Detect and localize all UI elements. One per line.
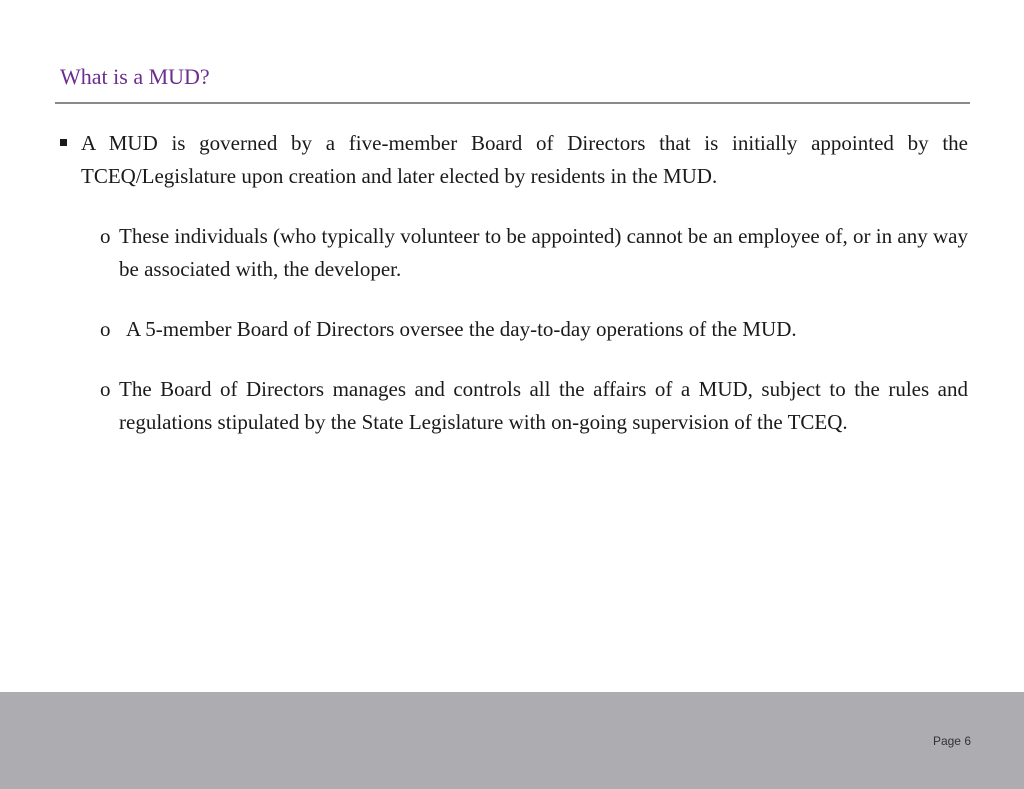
square-bullet-icon bbox=[60, 139, 67, 146]
circle-bullet-icon: o bbox=[100, 224, 111, 248]
sub-bullet-item bbox=[60, 313, 968, 346]
slide-title: What is a MUD? bbox=[60, 64, 210, 89]
sub-bullet-item bbox=[60, 220, 968, 286]
main-bullet-text: A MUD is governed by a five-member Board of Directors that is initially appointed by the TCEQ/Legislature upon creation and later elected by residents in the MUD. bbox=[81, 131, 968, 188]
title-divider bbox=[55, 102, 970, 104]
sub-bullet-text: These individuals (who typically volunteer to be appointed) cannot be an employee of, or in any way be associated with, the developer. bbox=[119, 224, 968, 281]
footer-band bbox=[0, 692, 1024, 789]
sub-bullet-item bbox=[60, 373, 968, 439]
circle-bullet-icon: o bbox=[100, 317, 111, 341]
main-bullet-item bbox=[60, 127, 968, 193]
sub-bullet-text: A 5-member Board of Directors oversee the day-to-day operations of the MUD. bbox=[126, 317, 797, 341]
slide-content bbox=[60, 127, 968, 439]
sub-bullet-text: The Board of Directors manages and controls all the affairs of a MUD, subject to the rules and regulations stipulated by the State Legislature with on-going supervision of the TCEQ. bbox=[119, 377, 968, 434]
page-number: Page 6 bbox=[932, 734, 971, 748]
circle-bullet-icon: o bbox=[100, 377, 111, 401]
